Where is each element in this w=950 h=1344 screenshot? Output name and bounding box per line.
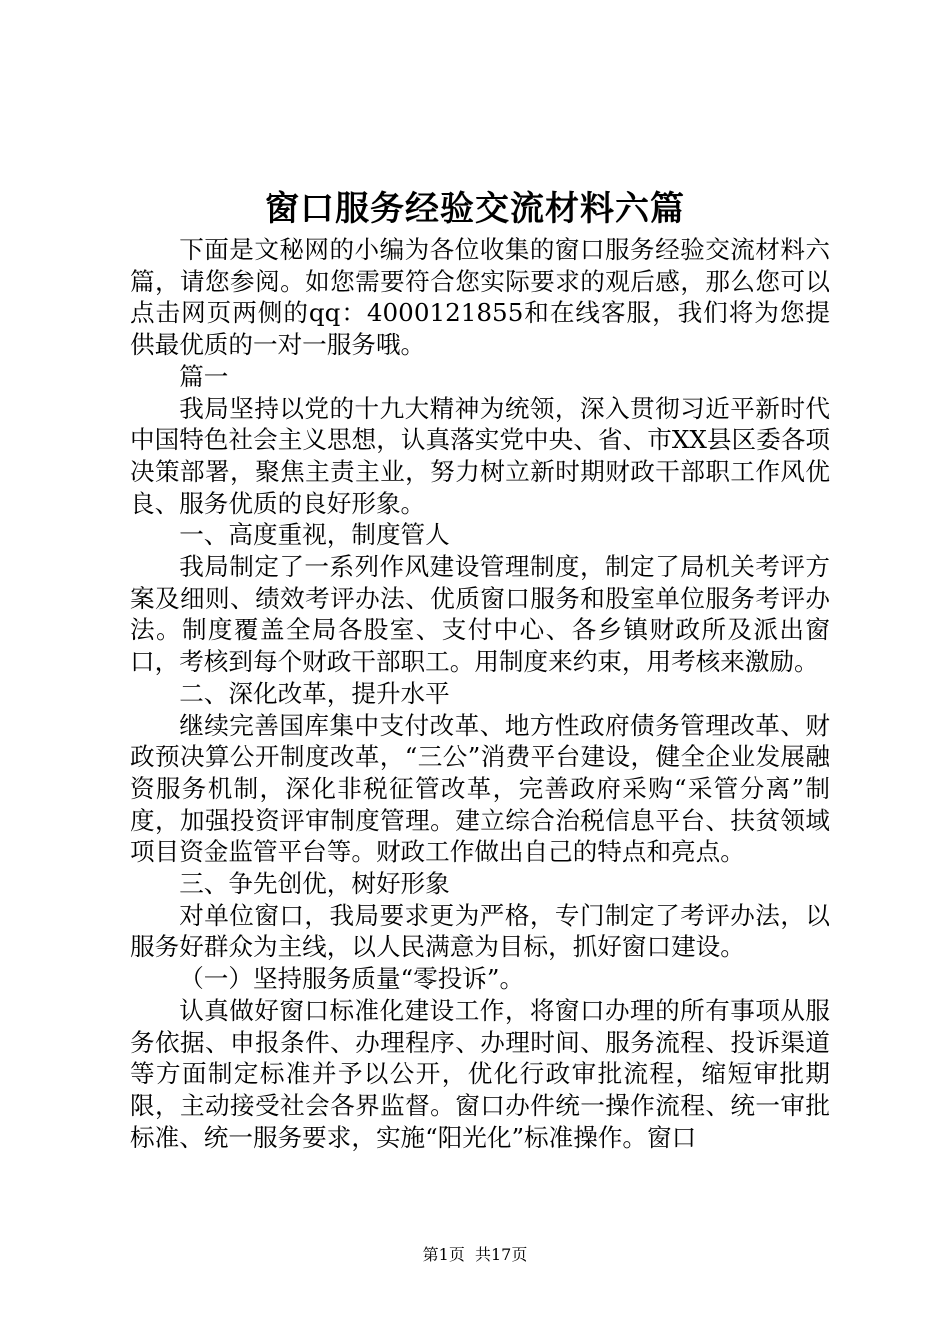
document-body [130, 234, 830, 1153]
section-heading-2: 二、深化改革，提升水平 [179, 678, 450, 708]
page-number-label: 第1页 共17页 [422, 1245, 528, 1264]
intro-paragraph: 下面是文秘网的小编为各位收集的窗口服务经验交流材料六篇，请您参阅。如您需要符合您实际要求的观后感，那么您可以点击网页两侧的qq：4000121855和在线客服，我们将为您提供最优质的一对一服务哦。 [130, 235, 830, 360]
section-heading-1: 一、高度重视，制度管人 [179, 520, 450, 550]
document-title: 窗口服务经验交流材料六篇 [265, 189, 685, 229]
subsection-heading-1: （一）坚持服务质量“零投诉”。 [179, 964, 525, 994]
body-paragraph: 对单位窗口，我局要求更为严格，专门制定了考评办法，以服务好群众为主线，以人民满意为目标，抓好窗口建设。 [130, 900, 830, 962]
body-paragraph: 认真做好窗口标准化建设工作，将窗口办理的所有事项从服务依据、申报条件、办理程序、办理时间、服务流程、投诉渠道等方面制定标准并予以公开，优化行政审批流程，缩短审批期限，主动接受社会各界监督。窗口办件统一操作流程、统一审批标准、统一服务要求，实施“阳光化”标准操作。窗口 [130, 995, 830, 1152]
body-paragraph: 我局坚持以党的十九大精神为统领，深入贯彻习近平新时代中国特色社会主义思想，认真落实党中央、省、市XX县区委各项决策部署，聚焦主责主业，努力树立新时期财政干部职工作风优良、服务优质的良好形象。 [130, 393, 830, 518]
section-heading-part-one: 篇一 [179, 361, 229, 391]
section-heading-3: 三、争先创优，树好形象 [179, 869, 450, 899]
body-paragraph: 继续完善国库集中支付改革、地方性政府债务管理改革、财政预决算公开制度改革，“三公”消费平台建设，健全企业发展融资服务机制，深化非税征管改革，完善政府采购“采管分离”制度，加强投资评审制度管理。建立综合治税信息平台、扶贫领域项目资金监管平台等。财政工作做出自己的特点和亮点。 [130, 710, 830, 867]
body-paragraph: 我局制定了一系列作风建设管理制度，制定了局机关考评方案及细则、绩效考评办法、优质窗口服务和股室单位服务考评办法。制度覆盖全局各股室、支付中心、各乡镇财政所及派出窗口，考核到每个财政干部职工。用制度来约束，用考核来激励。 [130, 552, 830, 677]
page-footer [0, 1244, 950, 1266]
